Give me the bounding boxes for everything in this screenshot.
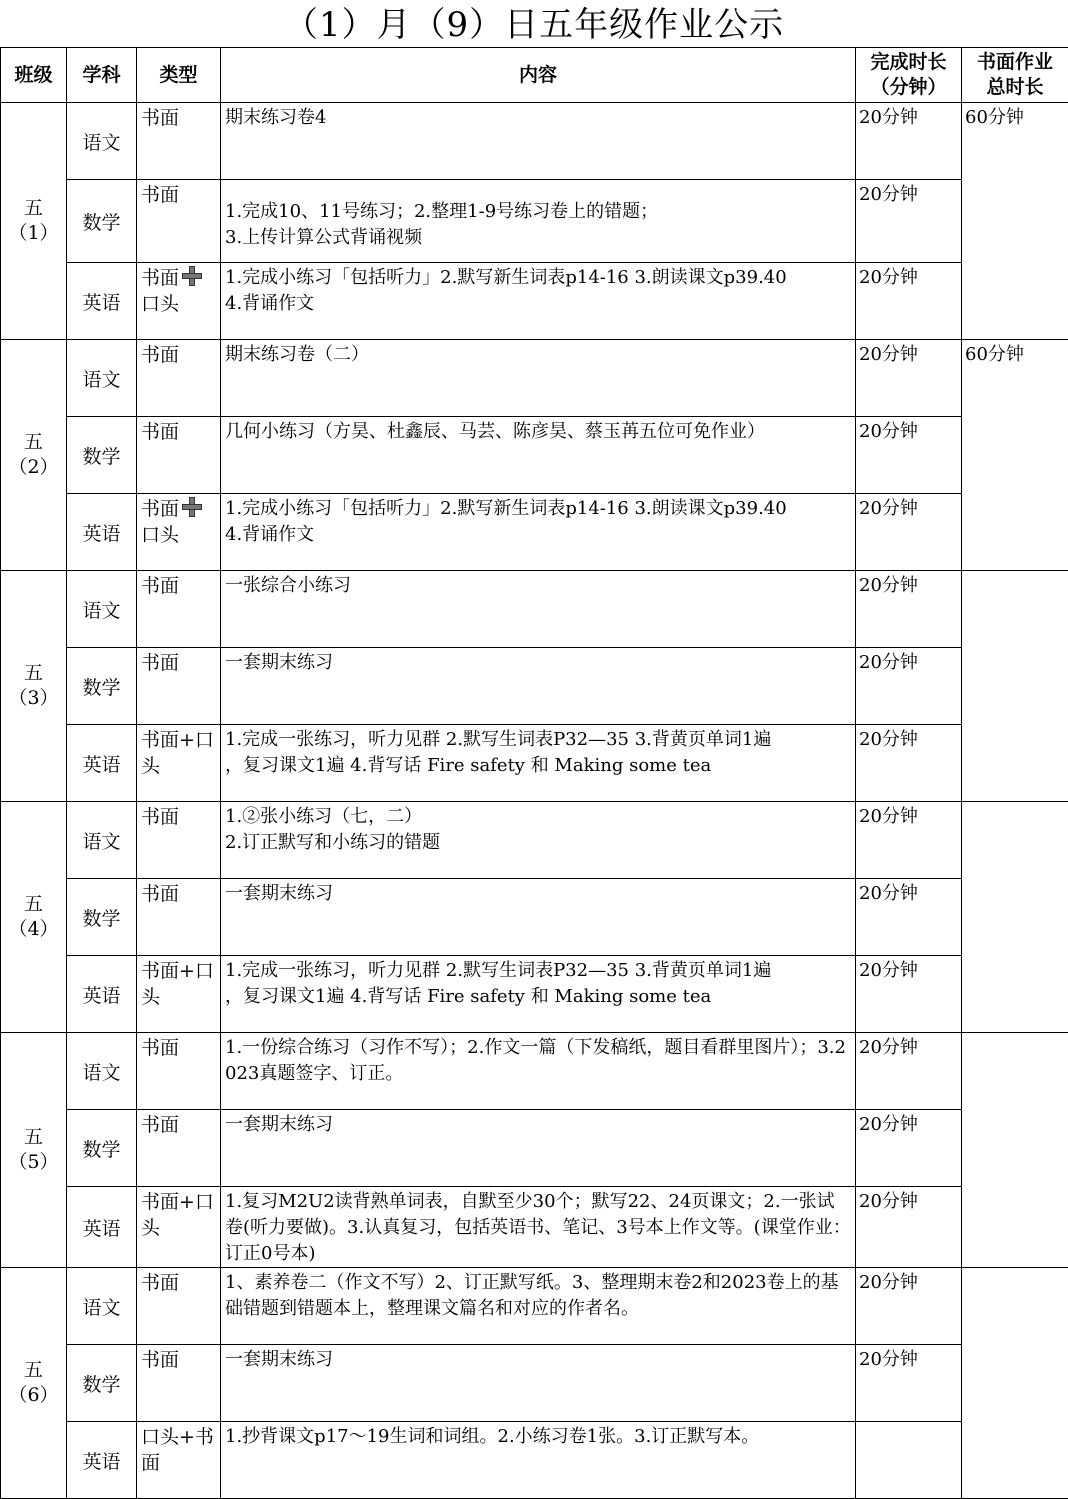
class-number: （6） [8, 1384, 58, 1406]
class-name: 五 [24, 662, 43, 684]
type-line1: 书面 [141, 1112, 217, 1138]
type-cell [137, 1345, 221, 1422]
table-row [1, 571, 1068, 648]
type-cell [137, 725, 221, 802]
subject-cell: 语文 [67, 571, 137, 648]
content-cell: 1、素养卷二（作文不写）2、订正默写纸。3、整理期末卷2和2023卷上的基础错题到错题本上，整理课文篇名和对应的作者名。 [221, 1268, 856, 1345]
content-cell: 1.抄背课文p17～19生词和词组。2.小练习卷1张。3.订正默写本。 [221, 1422, 856, 1499]
table-row [1, 879, 1068, 956]
total-time-cell [962, 802, 1068, 1033]
content-cell: 1.完成小练习「包括听力」2.默写新生词表p14-16 3.朗读课文p39.40 4.背诵作文 [221, 263, 856, 340]
table-row [1, 494, 1068, 571]
subject-cell: 数学 [67, 180, 137, 263]
time-cell [856, 1422, 962, 1499]
class-name: 五 [24, 1359, 43, 1381]
type-line1: 书面+口 [141, 958, 217, 984]
time-cell: 20分钟 [856, 1033, 962, 1110]
total-time-cell: 60分钟 [962, 103, 1068, 340]
content-cell: 一套期末练习 [221, 879, 856, 956]
plus-icon [181, 496, 203, 518]
content-cell: 1.完成一张练习，听力见群 2.默写生词表P32—35 3.背黄页单词1遍 ，复习课文1遍 4.背写话 Fire safety 和 Making some tea [221, 956, 856, 1033]
class-number: （3） [8, 687, 58, 709]
time-cell: 20分钟 [856, 1345, 962, 1422]
header-time-line2: （分钟） [870, 76, 946, 98]
class-number: （2） [8, 456, 58, 478]
time-cell: 20分钟 [856, 879, 962, 956]
table-row [1, 263, 1068, 340]
content-cell: 期末练习卷4 [221, 103, 856, 180]
content-cell: 1.完成10、11号练习；2.整理1-9号练习卷上的错题； 3.上传计算公式背诵视频 [221, 180, 856, 263]
type-cell [137, 1033, 221, 1110]
class-name: 五 [24, 1126, 43, 1148]
subject-cell: 语文 [67, 1268, 137, 1345]
time-cell: 20分钟 [856, 648, 962, 725]
table-row [1, 1268, 1068, 1345]
table-row [1, 802, 1068, 879]
type-cell [137, 494, 221, 571]
total-time-cell: 60分钟 [962, 340, 1068, 571]
type-cell [137, 571, 221, 648]
subject-cell: 数学 [67, 648, 137, 725]
subject-cell: 数学 [67, 1345, 137, 1422]
type-line2: 面 [141, 1450, 217, 1476]
type-line1: 书面 [141, 342, 217, 368]
table-row [1, 1033, 1068, 1110]
type-line1: 书面 [141, 498, 179, 520]
type-line2: 口头 [141, 291, 217, 317]
time-cell: 20分钟 [856, 417, 962, 494]
time-cell: 20分钟 [856, 725, 962, 802]
time-cell: 20分钟 [856, 571, 962, 648]
table-row [1, 180, 1068, 263]
subject-cell: 英语 [67, 1187, 137, 1268]
type-line1: 书面+口 [141, 1189, 217, 1215]
plus-icon [181, 265, 203, 287]
type-line1: 书面 [141, 105, 217, 131]
type-line1: 书面 [141, 1347, 217, 1373]
type-cell [137, 802, 221, 879]
time-cell: 20分钟 [856, 180, 962, 263]
type-line2: 口头 [141, 522, 217, 548]
subject-cell: 语文 [67, 103, 137, 180]
table-row [1, 725, 1068, 802]
type-line1: 书面+口 [141, 727, 217, 753]
type-line1: 书面 [141, 267, 179, 289]
type-line1: 书面 [141, 1270, 217, 1296]
class-name: 五 [24, 431, 43, 453]
content-cell: 1.复习M2U2读背熟单词表，自默至少30个；默写22、24页课文；2.一张试卷(听力要做)。3.认真复习，包括英语书、笔记、3号本上作文等。(课堂作业：订正0号本) [221, 1187, 856, 1268]
type-line2: 头 [141, 1215, 217, 1241]
type-line2: 头 [141, 984, 217, 1010]
time-cell: 20分钟 [856, 1110, 962, 1187]
class-number: （4） [8, 918, 58, 940]
table-row [1, 956, 1068, 1033]
class-name: 五 [24, 197, 43, 219]
total-time-cell [962, 571, 1068, 802]
content-cell: 一套期末练习 [221, 648, 856, 725]
header-time-line1: 完成时长 [870, 51, 946, 73]
subject-cell: 英语 [67, 1422, 137, 1499]
subject-cell: 英语 [67, 725, 137, 802]
subject-cell: 英语 [67, 956, 137, 1033]
subject-cell: 语文 [67, 340, 137, 417]
page-title: （1）月（9）日五年级作业公示 [0, 0, 1068, 47]
table-row [1, 1187, 1068, 1268]
type-line2: 头 [141, 753, 217, 779]
subject-cell: 语文 [67, 1033, 137, 1110]
header-total [962, 48, 1068, 103]
class-cell [1, 1268, 67, 1499]
type-cell [137, 1422, 221, 1499]
type-line1: 书面 [141, 1035, 217, 1061]
content-cell: 一张综合小练习 [221, 571, 856, 648]
type-cell [137, 103, 221, 180]
class-cell [1, 340, 67, 571]
type-cell [137, 1110, 221, 1187]
type-line1: 书面 [141, 650, 217, 676]
total-time-cell [962, 1033, 1068, 1268]
content-cell: 1.完成一张练习，听力见群 2.默写生词表P32—35 3.背黄页单词1遍 ，复习课文1遍 4.背写话 Fire safety 和 Making some tea [221, 725, 856, 802]
class-cell [1, 103, 67, 340]
subject-cell: 英语 [67, 494, 137, 571]
table-row [1, 1422, 1068, 1499]
type-cell [137, 180, 221, 263]
header-subject: 学科 [67, 48, 137, 103]
time-cell: 20分钟 [856, 263, 962, 340]
content-cell: 几何小练习（方昊、杜鑫辰、马芸、陈彦昊、蔡玉苒五位可免作业） [221, 417, 856, 494]
class-name: 五 [24, 893, 43, 915]
type-line1: 书面 [141, 573, 217, 599]
content-cell: 期末练习卷（二） [221, 340, 856, 417]
class-number: （5） [8, 1151, 58, 1173]
type-line1: 书面 [141, 881, 217, 907]
time-cell: 20分钟 [856, 956, 962, 1033]
content-cell: 1.完成小练习「包括听力」2.默写新生词表p14-16 3.朗读课文p39.40 4.背诵作文 [221, 494, 856, 571]
header-total-line1: 书面作业 [977, 51, 1053, 73]
content-cell: 一套期末练习 [221, 1345, 856, 1422]
table-row [1, 648, 1068, 725]
table-row [1, 103, 1068, 180]
time-cell: 20分钟 [856, 340, 962, 417]
type-line1: 书面 [141, 182, 217, 208]
subject-cell: 数学 [67, 879, 137, 956]
type-cell [137, 263, 221, 340]
header-content: 内容 [221, 48, 856, 103]
type-line1: 书面 [141, 419, 217, 445]
subject-cell: 英语 [67, 263, 137, 340]
header-row [1, 48, 1068, 103]
header-total-line2: 总时长 [986, 76, 1043, 98]
table-row [1, 1110, 1068, 1187]
time-cell: 20分钟 [856, 494, 962, 571]
type-line1: 口头+书 [141, 1424, 217, 1450]
header-class: 班级 [1, 48, 67, 103]
subject-cell: 数学 [67, 417, 137, 494]
type-cell [137, 648, 221, 725]
type-cell [137, 340, 221, 417]
time-cell: 20分钟 [856, 802, 962, 879]
class-cell [1, 802, 67, 1033]
homework-table [0, 47, 1068, 1499]
header-time [856, 48, 962, 103]
class-cell [1, 571, 67, 802]
table-row [1, 417, 1068, 494]
type-cell [137, 1268, 221, 1345]
type-line1: 书面 [141, 804, 217, 830]
type-cell [137, 417, 221, 494]
type-cell [137, 956, 221, 1033]
subject-cell: 数学 [67, 1110, 137, 1187]
content-cell: 一套期末练习 [221, 1110, 856, 1187]
time-cell: 20分钟 [856, 103, 962, 180]
content-cell: 1.②张小练习（七，二） 2.订正默写和小练习的错题 [221, 802, 856, 879]
type-cell [137, 1187, 221, 1268]
table-row [1, 1345, 1068, 1422]
header-type: 类型 [137, 48, 221, 103]
class-number: （1） [8, 222, 58, 244]
table-row [1, 340, 1068, 417]
subject-cell: 语文 [67, 802, 137, 879]
total-time-cell [962, 1268, 1068, 1499]
type-cell [137, 879, 221, 956]
content-cell: 1.一份综合练习（习作不写）；2.作文一篇（下发稿纸，题目看群里图片）；3.2023真题签字、订正。 [221, 1033, 856, 1110]
class-cell [1, 1033, 67, 1268]
time-cell: 20分钟 [856, 1268, 962, 1345]
time-cell: 20分钟 [856, 1187, 962, 1268]
